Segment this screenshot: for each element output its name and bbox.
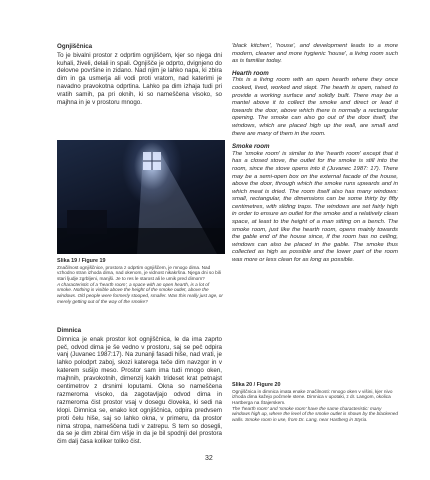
smoky-room-image bbox=[57, 140, 225, 254]
paragraph-dimnica: Dimnica je enak prostor kot ognjiščnica, le da ima zaprto peč, odvod dima je še vedno v prostoru, saj se peč odpira vanj (Juvanec 1987:17). Na zunanji fasadi hiše, nad vrati, je lahko polodprt zaboj, skozi katerega teče dim navzgor in v katerem sušijo meso. Prostor sam ima tudi mnogo oken, majhnih, pravokotnih, dimenzij kakih trideset krat petnajst centimetrov z drsnimi loputami. Okna so nameščena razmeroma visoko, da zagotavljajo odvod dima in razmeroma čist prostor vsaj v dosegu človeka, ki sedi na klopi. Dimnica se, enako kot ognjiščnica, odpira predvsem proti čelu hiše, saj so lahko okna, v primeru, da prostor nima stropa, nameščena tudi v zatrepu. S tem so dosegli, da se je dim zbiral čim višje in da je bil spodnji del prostora čim dalj časa koliker toliko čist. bbox=[57, 335, 222, 446]
caption-19-slovene: Značilnost ognjiščnice, prostora z odprtim ognjiščem, je mnogo dima. Nad vzhodno stran izhoda dima, nad okenom, je vidnost nikakršna. Njega dni so bili stari ljudje zgrbljeni, manjši. Je to res le starost ali le umik pred dimom? bbox=[57, 264, 221, 281]
photo-smoky-room bbox=[57, 140, 225, 254]
paragraph-ognjiscnica: To je bivalni prostor z odprtim ognjiščem, kjer so njega dni kuhali, živeli, delali in spali. Ognjišče je odprto, dvignjeno do delovne površine in zidano. Nad njim je lahko napa, ki zbira dim in ga usmerja ali vodi proti vratom, nad katerimi je navadno pravokotna odprtina. Lahko pa dim izhaja tudi pri vratih samih, pa pri oknih, ki so nameščena visoko, so majhna in je v prostoru mnogo. bbox=[57, 51, 222, 107]
paragraph-hearth-room: This is a living room with an open hearth where they once cooked, lived, worked and slept. The hearth is open, raised to provide a working surface and solidly built. There may be a mantel above it to collect the smoke and direct or lead it towards the door, above which there is normally a rectangular opening. The smoke can also go out of the door itself, the windows, which are placed high up the wall, are small and there are many of them in the room. bbox=[232, 77, 398, 137]
caption-20-title: Slika 20 / Figure 20 bbox=[232, 382, 281, 388]
heading-dimnica: Dimnica bbox=[57, 327, 82, 334]
figure-19-caption bbox=[57, 258, 225, 305]
right-column bbox=[232, 43, 398, 265]
intro-english: 'black kitchen', 'house', and development leads to a more modern, cleaner and more hygienic 'house', a living room such as is familiar today. bbox=[232, 43, 398, 65]
paragraph-smoke-room: The 'smoke room' is similar to the 'hearth room' except that it has a closed stove, the outlet for the smoke is still into the room, since the stove opens into it (Juvanec 1987: 17). There may be a semi-open box on the external facade of the house, above the door, through which the smoke runs upwards and in which meat is dried. The room itself also has many windows: small, rectangular, the dimensions can be some thirty by fifty centimetres, with sliding traps. The windows are set fairly high in order to ensure an outlet for the smoke and a relatively clean space, at least to the height of a man sitting on a bench. The smoke room, just like the hearth room, opens mainly towards the gable end of the house since, if the room has no ceiling, windows can also be placed in the gable. The smoke thus collected as high as possible and the lower part of the room was more or less clean for as long as possible. bbox=[232, 150, 398, 264]
figure-20-caption bbox=[232, 382, 398, 423]
caption-19-title: Slika 19 / Figure 19 bbox=[57, 258, 106, 264]
heading-ognjiscnica: Ognjiščnica bbox=[57, 43, 93, 50]
heading-hearth-room: Hearth room bbox=[232, 69, 269, 77]
left-column bbox=[57, 43, 222, 107]
page-number: 32 bbox=[205, 455, 213, 462]
caption-19-english: A characteristic of a 'hearth room', a space with an open hearth, is a lot of smoke. Nothing is visible above the height of the smoke outlet, above the windows. Old people were formerly stooped, smaller. Was this really just age, or merely getting out of the way of the smoke? bbox=[57, 281, 223, 304]
caption-20-english: The 'hearth room' and 'smoke room' have the same characteristic: many windows high up, where the level of the smoke outlet is shown by the blackened walls. Smoke room in use, from Dr. Lang, near Hartberg in Styria. bbox=[232, 405, 398, 423]
caption-20-slovene: Ognjiščnica in dimnica imata enake značilnosti: mnogo oken v višini, kjer nivo izhoda dima kažejo počrnele stene. Dimnica v upotaki, z dr. Langom, okolica Hartberga na Štajerskem. bbox=[232, 388, 393, 405]
heading-smoke-room: Smoke room bbox=[232, 143, 270, 151]
left-column-lower bbox=[57, 327, 222, 446]
